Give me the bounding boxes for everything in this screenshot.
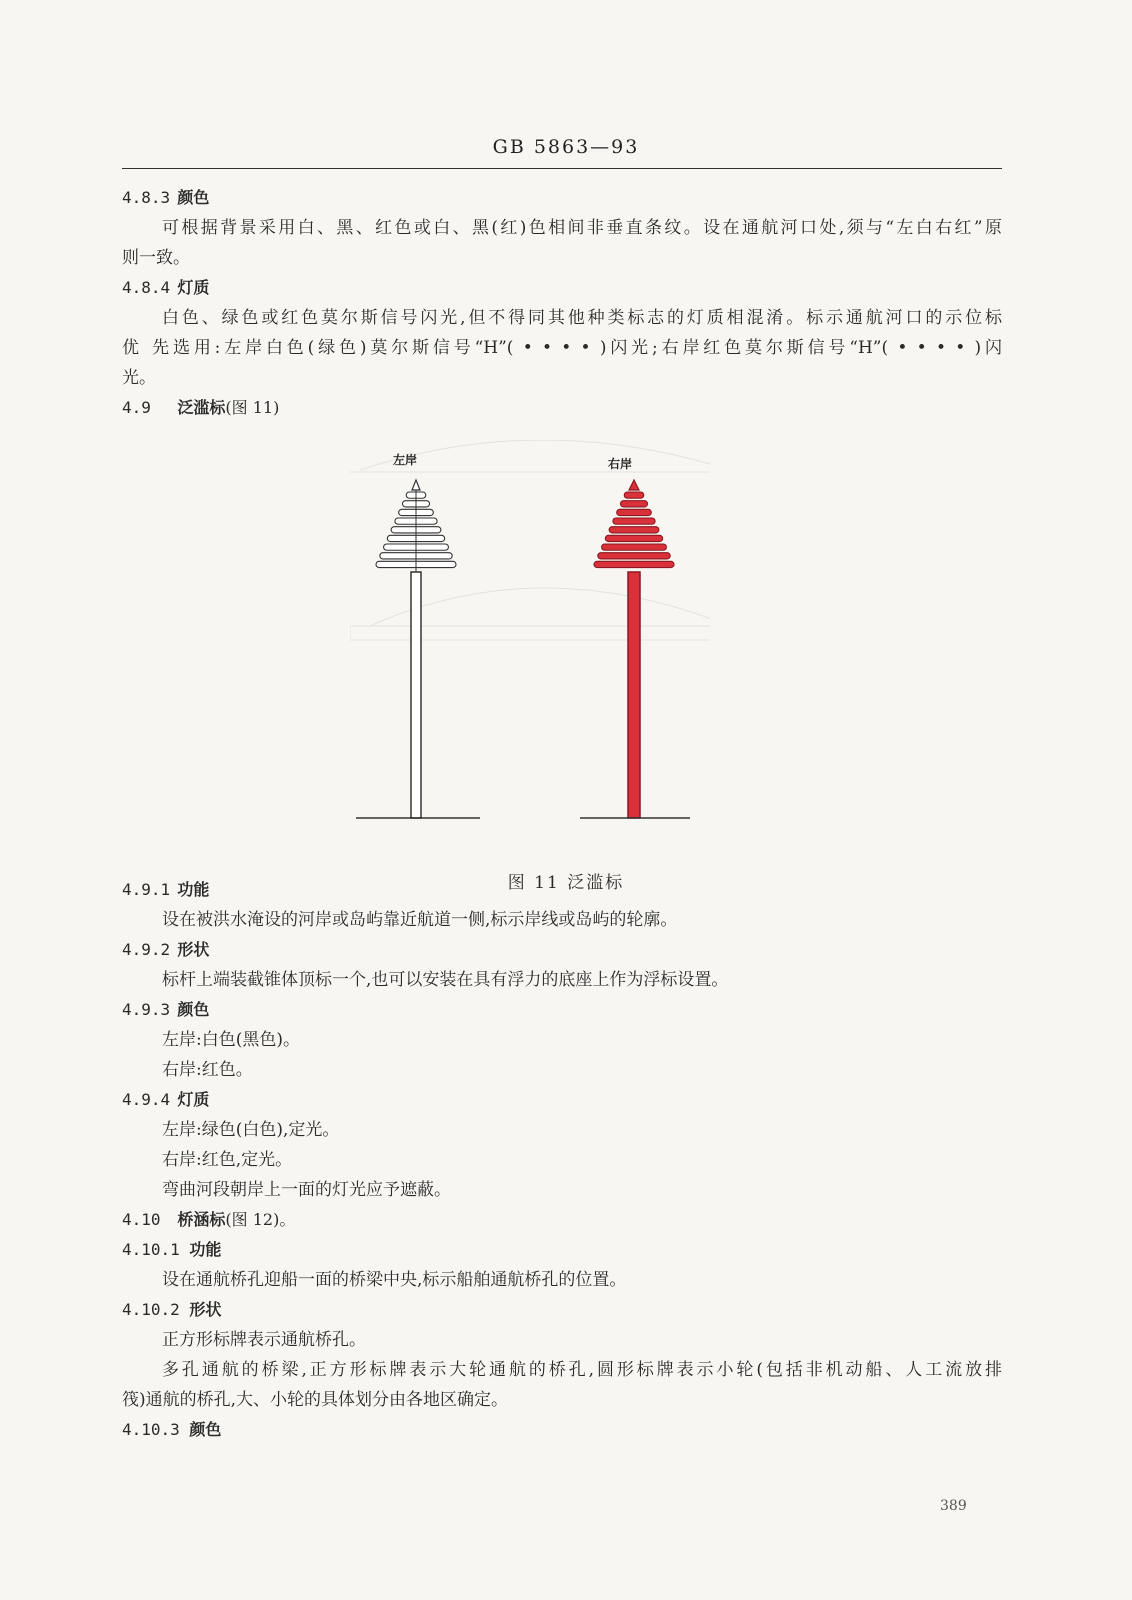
section-number: 4.10.3 xyxy=(122,1420,180,1439)
right-bank-label: 右岸 xyxy=(607,457,633,471)
paragraph-line: 光。 xyxy=(122,368,156,388)
left-bank-mark xyxy=(376,452,456,818)
heading-4-8-3 xyxy=(122,186,209,210)
paragraph-line: 左岸:白色(黑色)。 xyxy=(162,1030,300,1050)
paragraph-line: 筏)通航的桥孔,大、小轮的具体划分由各地区确定。 xyxy=(122,1390,509,1410)
section-number: 4.10 xyxy=(122,1210,161,1229)
right-bank-mark xyxy=(594,456,674,818)
right-pole xyxy=(628,572,640,818)
paragraph-line: 优 先选用:左岸白色(绿色)莫尔斯信号“H”( • • • • )闪光;右岸红色莫尔斯信号“H”( • • • • )闪 xyxy=(122,338,1002,358)
section-title: 颜色 xyxy=(177,188,210,207)
cone-stripe xyxy=(613,518,655,524)
section-title: 形状 xyxy=(189,1300,222,1319)
heading-4-10-3 xyxy=(122,1418,221,1442)
figure-reference: (图 11) xyxy=(225,398,280,417)
section-number: 4.10.1 xyxy=(122,1240,180,1259)
heading-4-10-2 xyxy=(122,1298,221,1322)
section-title: 功能 xyxy=(177,880,210,899)
section-title: 功能 xyxy=(189,1240,222,1259)
paragraph-line: 左岸:绿色(白色),定光。 xyxy=(162,1120,340,1140)
paragraph-line: 设在被洪水淹设的河岸或岛屿靠近航道一侧,标示岸线或岛屿的轮廓。 xyxy=(162,910,678,930)
paragraph-line: 设在通航桥孔迎船一面的桥梁中央,标示船舶通航桥孔的位置。 xyxy=(162,1270,627,1290)
paragraph-line: 可根据背景采用白、黑、红色或白、黑(红)色相间非垂直条纹。设在通航河口处,须与“左白右红”原 xyxy=(162,218,1002,238)
section-title: 形状 xyxy=(177,940,210,959)
cone-stripe xyxy=(620,501,647,507)
header-rule xyxy=(122,168,1002,169)
cone-stripe xyxy=(602,544,667,550)
heading-4-10-1 xyxy=(122,1238,221,1262)
paragraph-line: 多孔通航的桥梁,正方形标牌表示大轮通航的桥孔,圆形标牌表示小轮(包括非机动船、人工流放排 xyxy=(162,1360,1002,1380)
cone-stripe xyxy=(617,509,652,515)
section-number: 4.10.2 xyxy=(122,1300,180,1319)
right-tip xyxy=(629,480,639,490)
section-number: 4.8.4 xyxy=(122,278,171,297)
heading-4-9-1 xyxy=(122,878,209,902)
section-title: 灯质 xyxy=(177,1090,210,1109)
left-pole xyxy=(411,572,421,818)
section-title: 颜色 xyxy=(177,1000,210,1019)
section-number: 4.9.1 xyxy=(122,880,171,899)
section-number: 4.9.2 xyxy=(122,940,171,959)
section-title: 灯质 xyxy=(177,278,210,297)
cone-stripe xyxy=(598,553,670,559)
figure-caption: 图 11 泛滥标 xyxy=(507,873,625,893)
cone-stripe xyxy=(594,561,674,567)
paragraph-line: 弯曲河段朝岸上一面的灯光应予遮蔽。 xyxy=(162,1180,451,1200)
section-number: 4.9 xyxy=(122,398,151,417)
heading-4-9 xyxy=(122,396,279,420)
section-number: 4.9.4 xyxy=(122,1090,171,1109)
standard-header: GB 5863—93 xyxy=(492,136,640,158)
paragraph-line: 则一致。 xyxy=(122,248,190,268)
figure-reference: (图 12)。 xyxy=(225,1210,296,1229)
left-bank-label: 左岸 xyxy=(392,453,418,467)
page-number: 389 xyxy=(940,1498,967,1514)
right-cone-stripes xyxy=(594,492,674,568)
section-number: 4.8.3 xyxy=(122,188,171,207)
left-tip xyxy=(412,480,420,490)
paragraph-line: 右岸:红色,定光。 xyxy=(162,1150,293,1170)
section-title: 颜色 xyxy=(189,1420,222,1439)
section-number: 4.9.3 xyxy=(122,1000,171,1019)
heading-4-9-4 xyxy=(122,1088,209,1112)
heading-4-9-2 xyxy=(122,938,209,962)
paragraph-line: 白色、绿色或红色莫尔斯信号闪光,但不得同其他种类标志的灯质相混淆。标示通航河口的示位标 xyxy=(162,308,1002,328)
cone-stripe xyxy=(609,527,659,533)
heading-4-9-3 xyxy=(122,998,209,1022)
section-title: 桥涵标 xyxy=(177,1210,226,1229)
paragraph-line: 右岸:红色。 xyxy=(162,1060,253,1080)
cone-stripe xyxy=(605,535,662,541)
cone-stripe xyxy=(624,492,644,498)
paragraph-line: 标杆上端装截锥体顶标一个,也可以安装在具有浮力的底座上作为浮标设置。 xyxy=(162,970,729,990)
heading-4-8-4 xyxy=(122,276,209,300)
paragraph-line: 正方形标牌表示通航桥孔。 xyxy=(162,1330,366,1350)
heading-4-10 xyxy=(122,1208,295,1232)
flood-mark-figure xyxy=(350,440,710,840)
section-title: 泛滥标 xyxy=(177,398,226,417)
